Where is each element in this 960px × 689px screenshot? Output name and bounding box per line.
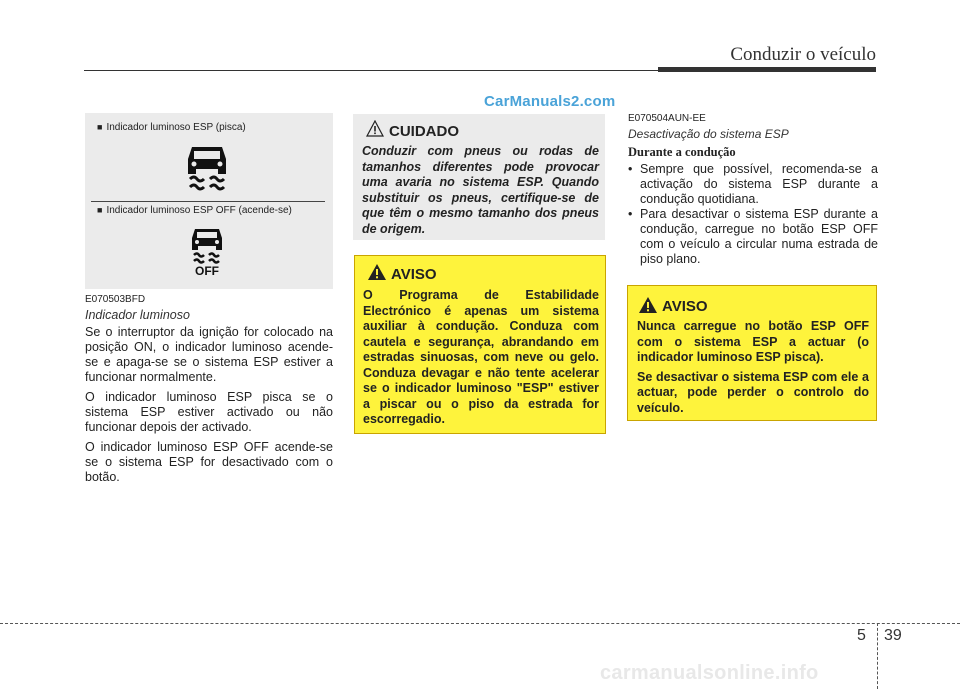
left-body-text — [85, 325, 333, 490]
bullet-text-1: Sempre que possível, recomenda-se a activação do sistema ESP durante a condução quotidiana. — [640, 162, 878, 206]
footer-dashed-rule — [0, 623, 960, 624]
source-watermark: carmanualsonline.info — [600, 662, 819, 684]
page-number: 39 — [884, 627, 902, 644]
header-rule — [84, 70, 662, 71]
caution-triangle-icon — [366, 120, 384, 138]
caution-text: Conduzir com pneus ou rodas de tamanhos diferentes pode provocar uma avaria no sistema ESP. Quando substituir os pneus, certifique-se de que têm o mesmo tamanho dos pneus de origem. — [362, 144, 599, 236]
warning-triangle-icon — [367, 263, 387, 281]
warning-box-right — [627, 285, 877, 421]
section-code-left: E070503BFD — [85, 294, 146, 305]
footer-vertical-dashed-rule — [877, 623, 878, 689]
esp-skid-car-icon — [182, 141, 232, 191]
warning-right-paragraph-1: Nunca carregue no botão ESP OFF com o sistema ESP a actuar (o indicador luminoso ESP pisca). — [637, 319, 869, 364]
section-subhead-right: Desactivação do sistema ESP — [628, 127, 789, 141]
bold-subhead-right: Durante a condução — [628, 145, 736, 159]
warning-triangle-icon — [638, 296, 658, 314]
list-item — [628, 162, 878, 207]
left-paragraph-1: Se o interruptor da ignição for colocado na posição ON, o indicador luminoso acende-se e apaga-se se o sistema ESP estiver a funcionar normalmente. — [85, 325, 333, 384]
indicator-caption-2 — [97, 205, 292, 216]
section-subhead-left: Indicador luminoso — [85, 308, 190, 322]
indicator-divider — [91, 201, 325, 202]
square-bullet-icon: ■ — [97, 205, 103, 215]
indicator-caption-1-text: Indicador luminoso ESP (pisca) — [106, 122, 246, 133]
list-item — [628, 207, 878, 267]
page-header-title: Conduzir o veículo — [730, 44, 876, 65]
right-bullet-list — [628, 162, 878, 267]
left-paragraph-2: O indicador luminoso ESP pisca se o sistema ESP estiver activado ou não funcionar depois der activado. — [85, 390, 333, 434]
left-paragraph-3: O indicador luminoso ESP OFF acende-se se o sistema ESP for desactivado com o botão. — [85, 440, 333, 484]
indicator-caption-2-text: Indicador luminoso ESP OFF (acende-se) — [106, 205, 292, 216]
section-code-right: E070504AUN-EE — [628, 113, 706, 124]
esp-off-car-icon — [187, 225, 227, 265]
esp-off-label: OFF — [195, 264, 219, 278]
chapter-number: 5 — [857, 627, 866, 644]
caution-box — [353, 114, 605, 240]
square-bullet-icon: ■ — [97, 122, 103, 132]
bullet-dot-icon: • — [628, 162, 633, 176]
header-rule-accent — [658, 67, 876, 72]
warning-title-middle: AVISO — [391, 266, 437, 283]
watermark-text: CarManuals2.com — [484, 93, 616, 110]
warning-right-paragraph-2: Se desactivar o sistema ESP com ele a actuar, pode perder o controlo do veículo. — [637, 369, 869, 415]
warning-title-right: AVISO — [662, 298, 708, 315]
warning-text-right — [637, 319, 869, 420]
bullet-text-2: Para desactivar o sistema ESP durante a condução, carregue no botão ESP OFF com o veículo a circular numa estrada de piso plano. — [640, 207, 878, 266]
warning-text-middle: O Programa de Estabilidade Electrónico é apenas um sistema auxiliar à condução. Conduza com cautela e segurança, abrandando em estradas sinuosas, com neve ou gelo. Conduza devagar e não tente acelerar se o indicador luminoso "ESP" estiver a piscar ou o piso da estrada for escorregadio. — [363, 288, 599, 426]
warning-box-middle — [354, 255, 606, 434]
caution-title: CUIDADO — [389, 123, 459, 140]
bullet-dot-icon: • — [628, 207, 633, 221]
indicator-caption-1 — [97, 122, 246, 133]
indicator-illustration-box — [85, 113, 333, 289]
